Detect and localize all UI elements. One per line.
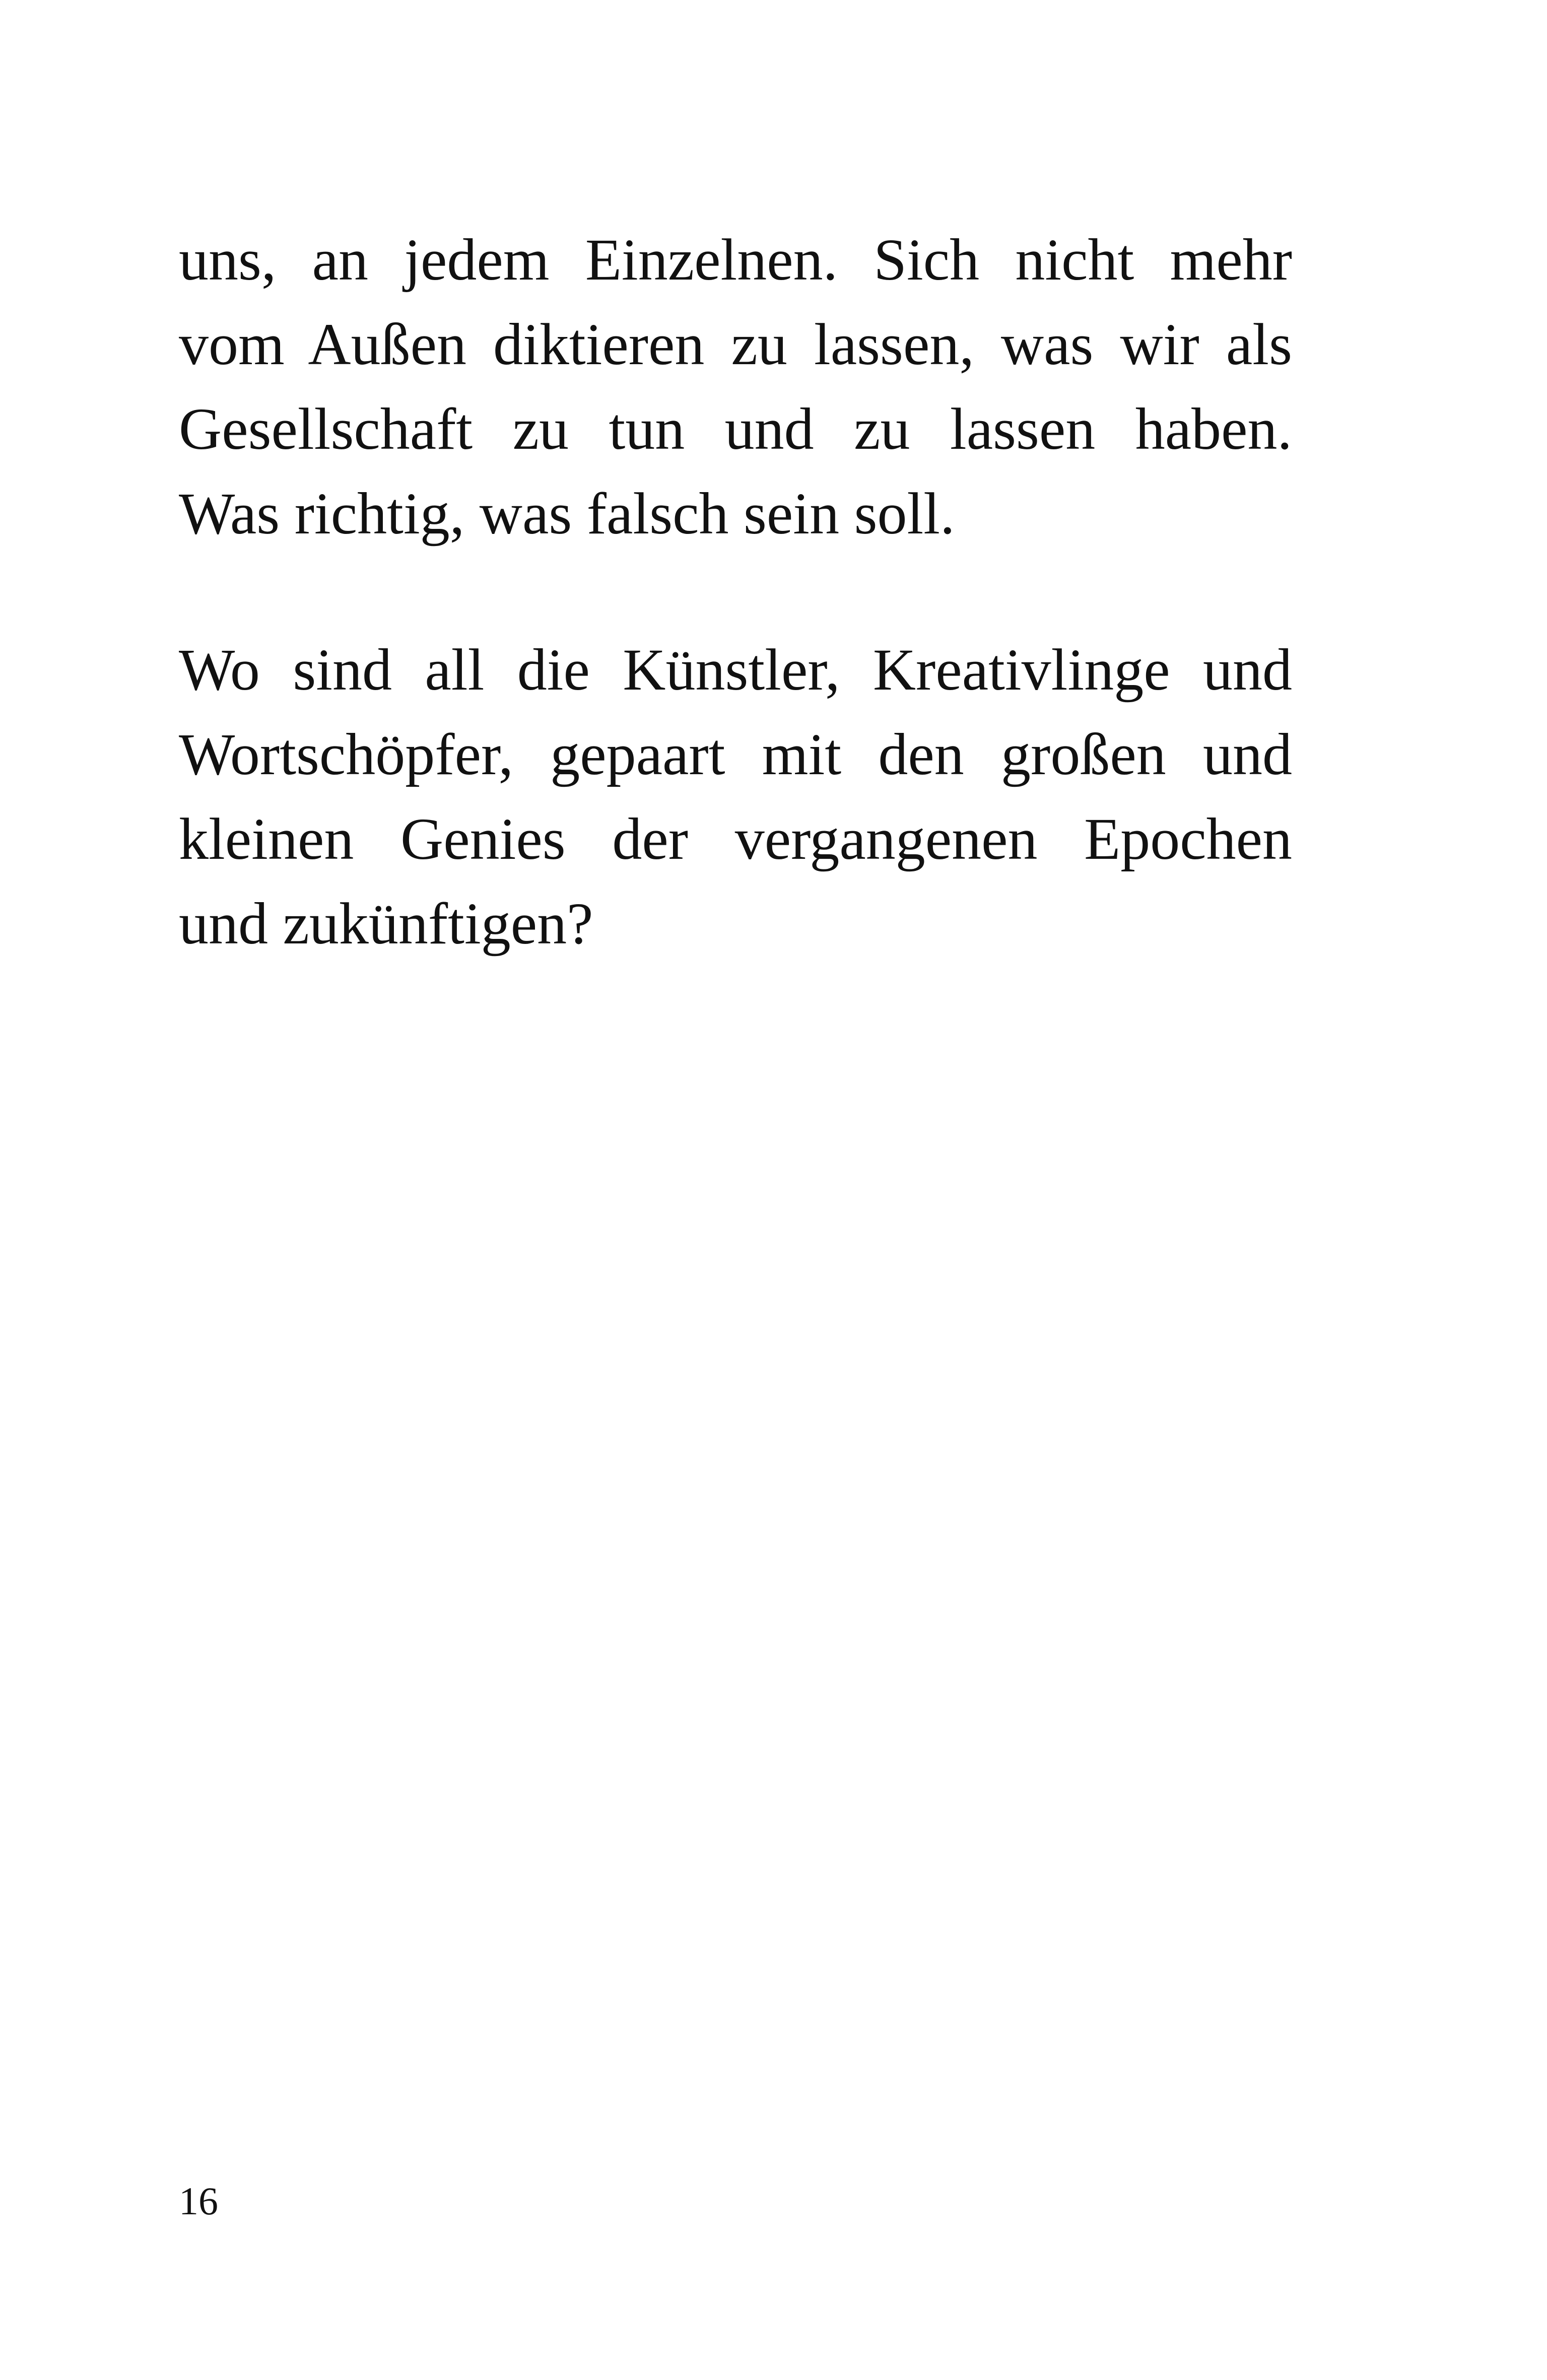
paragraph-1-line-2: vom Außen diktieren zu lassen, was wir als: [179, 311, 1292, 377]
paragraph-1: [179, 218, 1292, 556]
paragraph-2-line-4: und zukünftigen?: [179, 891, 593, 957]
paragraph-1-line-4: Was richtig, was falsch sein soll.: [179, 481, 955, 547]
paragraph-1-line-1: uns, an jedem Einzelnen. Sich nicht mehr: [179, 227, 1292, 293]
paragraph-1-line-3: Gesellschaft zu tun und zu lassen haben.: [179, 396, 1292, 462]
page-number: 16: [179, 2179, 218, 2223]
paragraph-2-line-2: Wortschöpfer, gepaart mit den großen und: [179, 721, 1292, 787]
paragraph-2-line-3: kleinen Genies der vergangenen Epochen: [179, 806, 1292, 872]
paragraph-2-line-1: Wo sind all die Künstler, Kreativlinge und: [179, 637, 1292, 703]
paragraph-2: [179, 628, 1292, 966]
